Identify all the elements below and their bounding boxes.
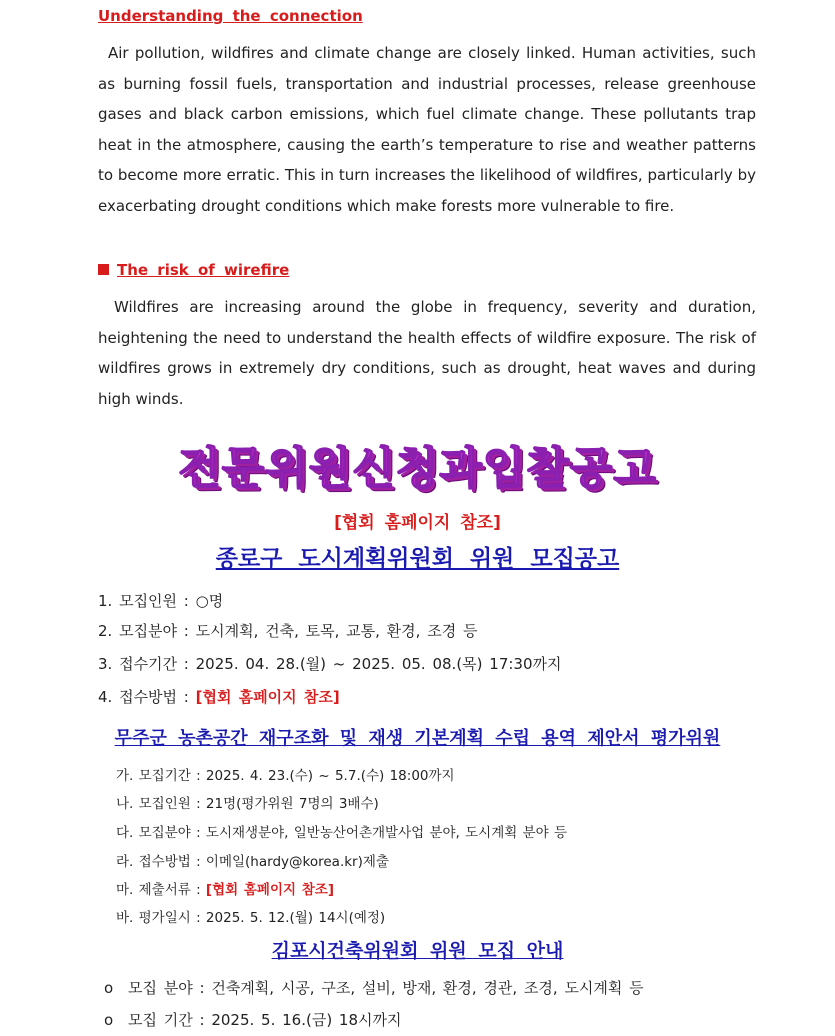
notice1-item: 4. 접수방법 : [협회 홈페이지 참조] [98,688,340,706]
notice2-item: 다. 모집분야 : 도시재생분야, 일반농산어촌개발사업 분야, 도시계획 분야 등 [116,825,567,841]
notice1-item: 2. 모집분야 : 도시계획, 건축, 토목, 교통, 환경, 조경 등 [98,622,478,640]
notice2-item: 마. 제출서류 : [협회 홈페이지 참조] [116,882,334,898]
section-heading-connection: Understanding the connection [98,7,363,25]
section-heading-risk-text: The risk of wirefire [117,261,290,279]
notice2-item: 가. 모집기간 : 2025. 4. 23.(수) ~ 5.7.(수) 18:00까지 [116,768,455,784]
notice3-item: o 모집 분야 : 건축계획, 시공, 구조, 설비, 방재, 환경, 경관, 조경, 도시계획 등 [104,979,644,997]
banner-ref: [협회 홈페이지 참조] [334,513,501,533]
notice2-item: 바. 평가일시 : 2025. 5. 12.(월) 14시(예정) [116,910,386,926]
notice2-item: 라. 접수방법 : 이메일(hardy@korea.kr)제출 [116,854,389,870]
notice1-ref: [협회 홈페이지 참조] [195,688,340,706]
notice2-ref: [협회 홈페이지 참조] [205,882,334,898]
section-heading-risk [98,261,289,279]
bullet-icon: o [104,979,114,997]
notice2-item: 나. 모집인원 : 21명(평가위원 7명의 3배수) [116,796,379,812]
banner-title: 전문위원신청과입찰공고 [178,443,657,494]
notice1-item: 3. 접수기간 : 2025. 04. 28.(월) ~ 2025. 05. 08.(목) 17:30까지 [98,655,562,673]
paragraph-connection: Air pollution, wildfires and climate change are closely linked. Human activities, such as burning fossil fuels, transportation and industrial processes, release greenhouse gases and black carbon emissions, which fuel climate change. These pollutants trap heat in the atmosphere, causing the earth’s temperature to rise and weather patterns to become more erratic. This in turn increases the likelihood of wildfires, particularly by exacerbating drought conditions which make forests more vulnerable to fire. [98,44,756,215]
red-square-bullet-icon [98,264,109,275]
notice1-item: 1. 모집인원 : ○명 [98,592,224,610]
notice3-title: 김포시건축위원회 위원 모집 안내 [271,940,564,962]
notice2-title: 무주군 농촌공간 재구조화 및 재생 기본계획 수립 용역 제안서 평가위원 [114,728,721,749]
notice3-item: o 모집 기간 : 2025. 5. 16.(금) 18시까지 [104,1011,402,1029]
notice1-title: 종로구 도시계획위원회 위원 모집공고 [215,546,620,572]
paragraph-risk: Wildfires are increasing around the globe in frequency, severity and duration, heightening the need to understand the health effects of wildfire exposure. The risk of wildfires grows in extremely dry conditions, such as drought, heat waves and during high winds. [98,298,756,408]
bullet-icon: o [104,1011,114,1029]
